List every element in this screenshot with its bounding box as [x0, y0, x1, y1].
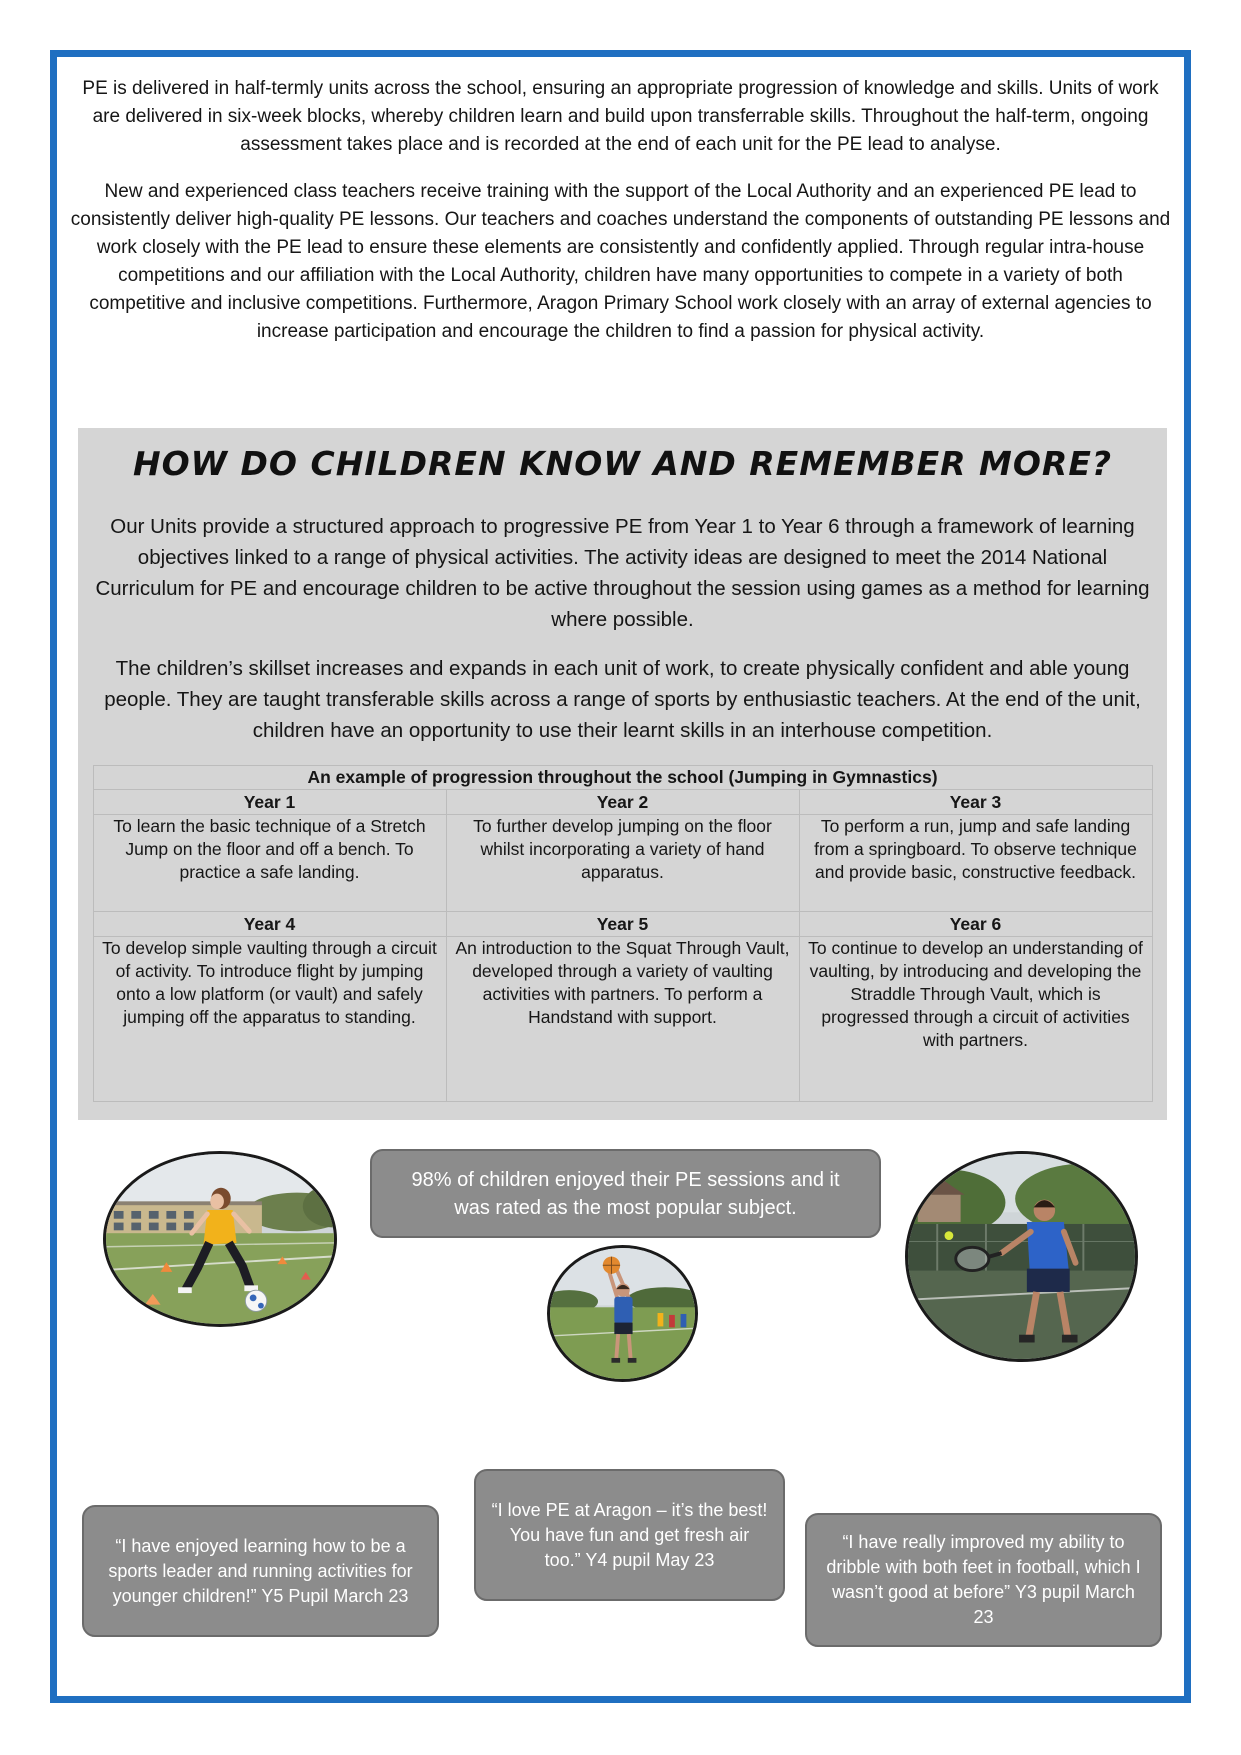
table-objective-row — [93, 937, 1152, 1102]
knowledge-panel — [78, 428, 1167, 1120]
quote-attribution: Y4 pupil May 23 — [585, 1549, 715, 1570]
objective-cell: To develop simple vaulting through a circuit of activity. To introduce flight by jumping onto a low platform (or vault) and safely jumping off the apparatus to standing. — [93, 937, 446, 1102]
quote-attribution: Y5 Pupil March 23 — [261, 1585, 409, 1606]
year-label: Year 1 — [93, 790, 446, 815]
objective-cell: An introduction to the Squat Through Vault, developed through a variety of vaulting activities with partners. To perform a Handstand with support. — [446, 937, 799, 1102]
table-title: An example of progression throughout the school (Jumping in Gymnastics) — [93, 766, 1152, 790]
quote-text: “I have really improved my ability to dribble with both feet in football, which I wasn’t good at before” — [826, 1532, 1141, 1602]
intro-paragraph: New and experienced class teachers receive training with the support of the Local Authority and an experienced PE lead to consistently deliver high-quality PE lessons. Our teachers and coaches understand the components of outstanding PE lessons and work closely with the PE lead to ensure these elements are consistently and confidently applied. Through regular intra-house competitions and our affiliation with the Local Authority, children have many opportunities to compete in a variety of both competitive and inclusive competitions. Furthermore, Aragon Primary School work closely with an array of external agencies to increase participation and encourage the children to find a passion for physical activity. — [70, 181, 1171, 342]
quote-attribution: Y3 pupil March 23 — [973, 1582, 1135, 1627]
intro-paragraph: PE is delivered in half-termly units across the school, ensuring an appropriate progression of knowledge and skills. Units of work are delivered in six-week blocks, whereby children learn and build upon transferrable skills. Throughout the half-term, ongoing assessment takes place and is recorded at the end of each unit for the PE lead to analyse. — [82, 78, 1159, 155]
pupil-quote-card — [474, 1469, 785, 1601]
pupil-quote — [490, 1498, 769, 1573]
table-year-row — [93, 912, 1152, 937]
tennis-photo — [905, 1151, 1138, 1362]
stat-callout-text: 98% of children enjoyed their PE sessions and it was rated as the most popular subject. — [411, 1168, 840, 1219]
progression-table — [93, 765, 1153, 1102]
pupil-quote-card — [82, 1505, 439, 1637]
objective-cell: To learn the basic technique of a Stretch Jump on the floor and off a bench. To practice a safe landing. — [93, 815, 446, 912]
objective-cell: To continue to develop an understanding of vaulting, by introducing and developing the Straddle Through Vault, which is progressed through a circuit of activities with partners. — [799, 937, 1152, 1102]
pupil-quote — [98, 1534, 423, 1609]
table-objective-row — [93, 815, 1152, 912]
football-photo — [103, 1151, 337, 1327]
quote-text: “I have enjoyed learning how to be a sports leader and running activities for younger children!” — [108, 1535, 413, 1606]
section-heading: HOW DO CHILDREN KNOW AND REMEMBER MORE? — [132, 444, 1113, 483]
fence — [908, 1224, 1135, 1273]
basketball-photo — [547, 1245, 698, 1382]
year-label: Year 5 — [446, 912, 799, 937]
stat-callout — [370, 1149, 881, 1238]
basketball-photo-image — [550, 1248, 695, 1379]
pupil-quote-card — [805, 1513, 1162, 1647]
objective-cell: To perform a run, jump and safe landing from a springboard. To observe technique and provide basic, constructive feedback. — [799, 815, 1152, 912]
year-label: Year 3 — [799, 790, 1152, 815]
knowledge-paragraph: Our Units provide a structured approach to progressive PE from Year 1 to Year 6 through a framework of learning objectives linked to a range of physical activities. The activity ideas are designed to meet the 2014 National Curriculum for PE and encourage children to be active throughout the session using games as a method for learning where possible. — [95, 515, 1150, 631]
other-pupils — [658, 1313, 687, 1327]
basketball — [603, 1257, 620, 1274]
tennis-ball — [945, 1231, 954, 1240]
intro-section — [70, 75, 1171, 365]
knowledge-paragraph: The children’s skillset increases and expands in each unit of work, to create physically confident and able young people. They are taught transferable skills across a range of sports by enthusiastic teachers. At the end of the unit, children have an opportunity to use their learnt skills in an interhouse competition. — [104, 657, 1141, 742]
pupil-quote — [821, 1530, 1146, 1630]
year-label: Year 2 — [446, 790, 799, 815]
table-title-row — [93, 766, 1152, 790]
tennis-photo-image — [908, 1154, 1135, 1359]
objective-cell: To further develop jumping on the floor whilst incorporating a variety of hand apparatus. — [446, 815, 799, 912]
table-year-row — [93, 790, 1152, 815]
year-label: Year 6 — [799, 912, 1152, 937]
football — [245, 1290, 266, 1311]
year-label: Year 4 — [93, 912, 446, 937]
football-photo-image — [106, 1154, 334, 1324]
quote-text: “I love PE at Aragon – it’s the best! You have fun and get fresh air too.” — [491, 1499, 768, 1570]
